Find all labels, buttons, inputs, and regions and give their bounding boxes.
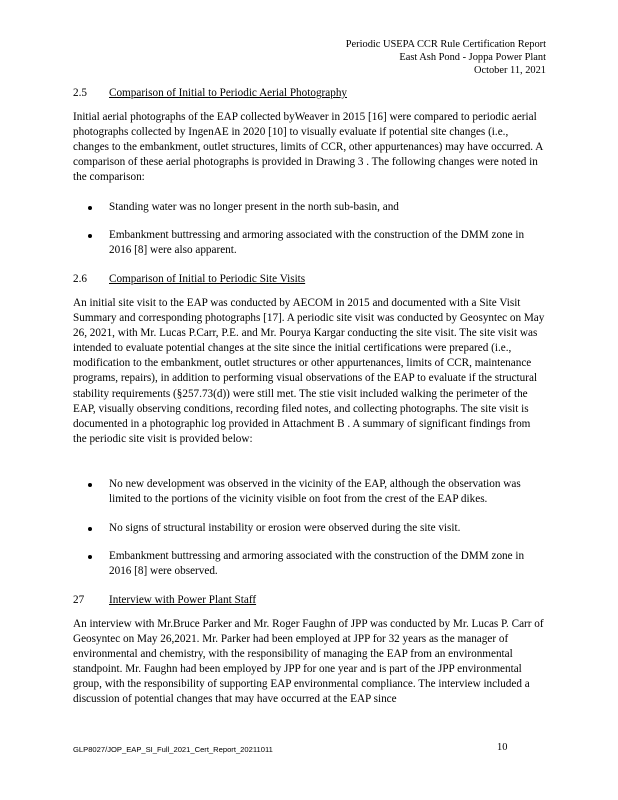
list-item <box>88 521 548 536</box>
paragraph-text: An interview with Mr.Bruce Parker and Mr. Roger Faughn of JPP was conducted by Mr. Lucas P. Carr of Geosyntec on May 26,2021. Mr. Parker had been employed at JPP for 32 years as the manager of environmental and chemistry, with the responsibility of managing the EAP from an environmental standpoint. Mr. Faughn had been employed by JPP for one year and is part of the JPP environmental group, with the responsibility of supporting EAP environmental compliance. The interview included a discussion of potential changes that may have occurred at the EAP since <box>73 618 544 706</box>
page-header <box>346 38 546 77</box>
list-item-text: Embankment buttressing and armoring associated with the construction of the DMM zone in 2016 [8] were observed. <box>109 550 525 578</box>
list-item <box>88 549 548 579</box>
section-title: Interview with Power Plant Staff <box>109 594 257 606</box>
bullet-icon <box>88 555 92 559</box>
bullet-icon <box>88 234 92 238</box>
bullet-icon <box>88 483 92 487</box>
footer-document-id: GLP8027/JOP_EAP_SI_Full_2021_Cert_Report_20211011 <box>73 745 273 754</box>
bullet-icon <box>88 206 92 210</box>
list-item-text: No signs of structural instability or erosion were observed during the site visit. <box>109 522 461 534</box>
section-heading-2-5 <box>73 86 347 100</box>
header-report-title: Periodic USEPA CCR Rule Certification Report <box>345 39 546 50</box>
section-number: 2.5 <box>73 87 87 99</box>
section-paragraph-2-6 <box>73 296 545 447</box>
list-item-text: Embankment buttressing and armoring associated with the construction of the DMM zone in 2016 [8] were also apparent. <box>109 229 525 257</box>
section-heading-2-7 <box>73 593 256 607</box>
section-title: Comparison of Initial to Periodic Site Visits <box>109 273 306 285</box>
header-date: October 11, 2021 <box>473 65 546 76</box>
section-number: 2.6 <box>73 273 87 285</box>
bullet-icon <box>88 527 92 531</box>
footer-page-number: 10 <box>497 742 508 753</box>
section-number: 27 <box>73 594 85 606</box>
section-paragraph-2-5 <box>73 110 545 185</box>
list-item <box>88 200 548 215</box>
section-paragraph-2-7 <box>73 617 545 708</box>
list-item-text: Standing water was no longer present in the north sub-basin, and <box>109 201 399 213</box>
header-site-name: East Ash Pond - Joppa Power Plant <box>399 52 546 63</box>
paragraph-text: Initial aerial photographs of the EAP collected byWeaver in 2015 [16] were compared to periodic aerial photographs collected by IngenAE in 2020 [10] to visually evaluate if potential site changes (i.e., changes to the embankment, outlet structures, limits of CCR, other appurtenances) may have occurred. A comparison of these aerial photographs is provided in Drawing 3 . The following changes were noted in the comparison: <box>73 111 543 184</box>
section-heading-2-6 <box>73 272 305 286</box>
list-item-text: No new development was observed in the vicinity of the EAP, although the observation was limited to the portions of the vicinity visible on foot from the crest of the EAP dikes. <box>109 478 521 506</box>
list-item <box>88 477 548 507</box>
section-title: Comparison of Initial to Periodic Aerial Photography <box>109 87 348 99</box>
paragraph-text: An initial site visit to the EAP was conducted by AECOM in 2015 and documented with a Site Visit Summary and corresponding photographs [17]. A periodic site visit was conducted by Geosyntec on May 26, 2021, with Mr. Lucas P.Carr, P.E. and Mr. Pourya Kargar conducting the site visit. The site visit was intended to evaluate potential changes at the site since the initial certifications were prepared (i.e., modification to the embankment, outlet structures or other appurtenances, limits of CCR, maintenance programs, repairs), in addition to performing visual observations of the EAP to evaluate if the structural stability requirements (§257.73(d)) were still met. The stie visit included walking the perimeter of the EAP, visually observing conditions, recording filed notes, and collecting photographs. The site visit is documented in a photographic log provided in Attachment B . A summary of significant findings from the periodic site visit is provided below: <box>73 297 545 445</box>
list-item <box>88 228 548 258</box>
